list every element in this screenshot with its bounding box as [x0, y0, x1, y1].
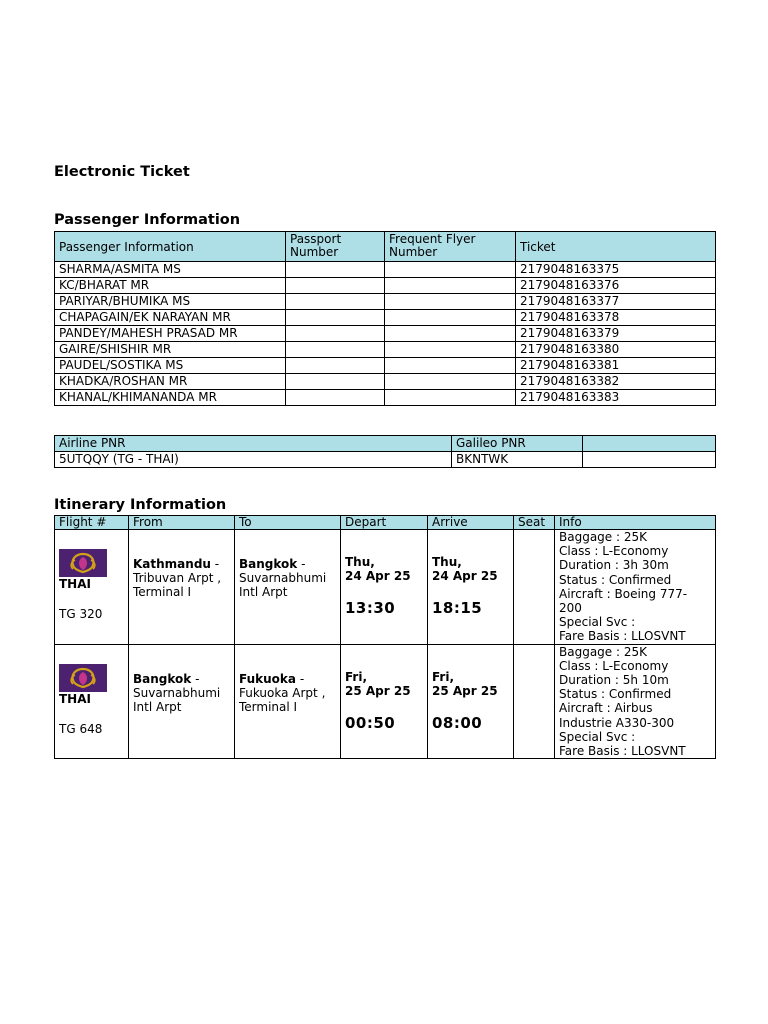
pnr-table-header — [55, 436, 716, 452]
info-line: Duration : 5h 10m — [559, 673, 669, 688]
passenger-row — [55, 310, 716, 326]
ticket-number: 2179048163376 — [516, 278, 716, 294]
frequent-flyer-number — [385, 310, 516, 326]
passport-number — [286, 278, 385, 294]
header-arrive: Arrive — [428, 516, 514, 530]
from-city: Kathmandu — [133, 557, 211, 571]
pnr-extra-value — [583, 452, 716, 468]
frequent-flyer-number — [385, 358, 516, 374]
info-line: Baggage : 25K — [559, 644, 647, 659]
passport-number — [286, 358, 385, 374]
passport-number — [286, 342, 385, 358]
passenger-row — [55, 326, 716, 342]
info-line: Fare Basis : LLOSVNT — [559, 744, 686, 759]
info-line: Duration : 3h 30m — [559, 558, 669, 573]
passenger-row — [55, 294, 716, 310]
passenger-name: PARIYAR/BHUMIKA MS — [55, 294, 286, 310]
arrive-cell — [428, 530, 514, 645]
carrier-name: THAI — [59, 691, 91, 706]
airline-logo-icon — [59, 664, 107, 692]
frequent-flyer-number — [385, 326, 516, 342]
to-airport: Fukuoka Arpt , Terminal I — [239, 685, 326, 715]
depart-time: 13:30 — [345, 599, 396, 617]
to-city: Bangkok — [239, 557, 298, 571]
passenger-table-body — [55, 262, 716, 406]
airline-pnr-value: 5UTQQY (TG - THAI) — [55, 452, 452, 468]
header-ticket: Ticket — [516, 232, 716, 262]
header-passport-number: Passport Number — [286, 232, 385, 262]
passenger-row — [55, 262, 716, 278]
itinerary-row — [55, 530, 716, 645]
frequent-flyer-number — [385, 294, 516, 310]
depart-time: 00:50 — [345, 713, 396, 732]
passport-number — [286, 374, 385, 390]
frequent-flyer-number — [385, 262, 516, 278]
header-from: From — [129, 516, 235, 530]
from-separator: - — [191, 671, 200, 686]
ticket-number: 2179048163377 — [516, 294, 716, 310]
seat-cell — [514, 644, 555, 759]
depart-day: Thu, — [345, 555, 375, 569]
passport-number — [286, 310, 385, 326]
passenger-row — [55, 374, 716, 390]
seat-cell — [514, 530, 555, 645]
to-cell — [235, 530, 341, 645]
from-cell — [129, 644, 235, 759]
header-pnr-extra — [583, 436, 716, 452]
to-airport: Suvarnabhumi Intl Arpt — [239, 571, 327, 600]
ticket-number: 2179048163381 — [516, 358, 716, 374]
to-separator: - — [297, 557, 306, 571]
pnr-table — [54, 435, 716, 468]
passenger-row — [55, 342, 716, 358]
frequent-flyer-number — [385, 278, 516, 294]
to-cell — [235, 644, 341, 759]
info-line: Baggage : 25K — [559, 530, 647, 544]
ticket-number: 2179048163378 — [516, 310, 716, 326]
info-line: Special Svc : — [559, 615, 636, 630]
itinerary-table — [54, 515, 716, 759]
passport-number — [286, 390, 385, 406]
itinerary-section-title: Itinerary Information — [54, 497, 227, 513]
depart-cell — [341, 644, 428, 759]
info-line: Special Svc : — [559, 729, 636, 744]
flight-cell — [55, 644, 129, 759]
passenger-name: KHADKA/ROSHAN MR — [55, 374, 286, 390]
arrive-cell — [428, 644, 514, 759]
header-seat: Seat — [514, 516, 555, 530]
to-city: Fukuoka — [239, 671, 296, 686]
arrive-time: 08:00 — [432, 713, 483, 732]
passenger-name: SHARMA/ASMITA MS — [55, 262, 286, 278]
depart-date: 25 Apr 25 — [345, 683, 411, 698]
passenger-row — [55, 358, 716, 374]
header-galileo-pnr: Galileo PNR — [452, 436, 583, 452]
depart-cell — [341, 530, 428, 645]
ticket-number: 2179048163383 — [516, 390, 716, 406]
ticket-number: 2179048163375 — [516, 262, 716, 278]
passenger-row — [55, 278, 716, 294]
pnr-table-row — [55, 452, 716, 468]
info-cell — [555, 644, 716, 759]
flight-number: TG 648 — [59, 721, 103, 736]
info-line: Status : Confirmed — [559, 687, 672, 702]
header-flight: Flight # — [55, 516, 129, 530]
info-line: Industrie A330-300 — [559, 715, 675, 730]
passport-number — [286, 326, 385, 342]
info-line: Status : Confirmed — [559, 572, 672, 587]
passenger-name: KHANAL/KHIMANANDA MR — [55, 390, 286, 406]
passenger-name: PAUDEL/SOSTIKA MS — [55, 358, 286, 374]
info-cell — [555, 530, 716, 645]
document-title: Electronic Ticket — [54, 164, 190, 180]
arrive-day: Fri, — [432, 669, 455, 684]
from-city: Bangkok — [133, 671, 192, 686]
passenger-row — [55, 390, 716, 406]
ticket-number: 2179048163382 — [516, 374, 716, 390]
info-line: Aircraft : Boeing 777- — [559, 586, 688, 601]
itinerary-table-body — [55, 530, 716, 759]
frequent-flyer-number — [385, 390, 516, 406]
arrive-time: 18:15 — [432, 599, 483, 617]
itinerary-table-header — [55, 516, 716, 530]
to-separator: - — [296, 671, 305, 686]
from-airport: Tribuvan Arpt , Terminal I — [133, 571, 222, 600]
passenger-table-header — [55, 232, 716, 262]
passenger-table — [54, 231, 716, 406]
ticket-number: 2179048163379 — [516, 326, 716, 342]
header-depart: Depart — [341, 516, 428, 530]
itinerary-row — [55, 644, 716, 759]
header-frequent-flyer: Frequent Flyer Number — [385, 232, 516, 262]
flight-number: TG 320 — [59, 607, 103, 622]
frequent-flyer-number — [385, 374, 516, 390]
ticket-number: 2179048163380 — [516, 342, 716, 358]
header-to: To — [235, 516, 341, 530]
passenger-name: PANDEY/MAHESH PRASAD MR — [55, 326, 286, 342]
arrive-date: 24 Apr 25 — [432, 569, 498, 583]
from-separator: - — [210, 557, 220, 571]
depart-date: 24 Apr 25 — [345, 569, 411, 583]
passenger-name: CHAPAGAIN/EK NARAYAN MR — [55, 310, 286, 326]
galileo-pnr-value: BKNTWK — [452, 452, 583, 468]
frequent-flyer-number — [385, 342, 516, 358]
header-info: Info — [555, 516, 716, 530]
passenger-name: GAIRE/SHISHIR MR — [55, 342, 286, 358]
passport-number — [286, 262, 385, 278]
info-line: Class : L-Economy — [559, 544, 669, 559]
from-airport: Suvarnabhumi Intl Arpt — [133, 685, 221, 715]
info-line: Fare Basis : LLOSVNT — [559, 629, 686, 644]
flight-cell — [55, 530, 129, 645]
carrier-name: THAI — [59, 577, 91, 591]
airline-logo-icon — [59, 549, 107, 577]
depart-day: Fri, — [345, 669, 368, 684]
info-line: Aircraft : Airbus — [559, 701, 653, 716]
info-line: Class : L-Economy — [559, 658, 669, 673]
arrive-day: Thu, — [432, 555, 462, 569]
header-airline-pnr: Airline PNR — [55, 436, 452, 452]
arrive-date: 25 Apr 25 — [432, 683, 498, 698]
passport-number — [286, 294, 385, 310]
from-cell — [129, 530, 235, 645]
passenger-section-title: Passenger Information — [54, 212, 241, 228]
info-line: 200 — [559, 601, 582, 616]
header-passenger-info: Passenger Information — [55, 232, 286, 262]
passenger-name: KC/BHARAT MR — [55, 278, 286, 294]
